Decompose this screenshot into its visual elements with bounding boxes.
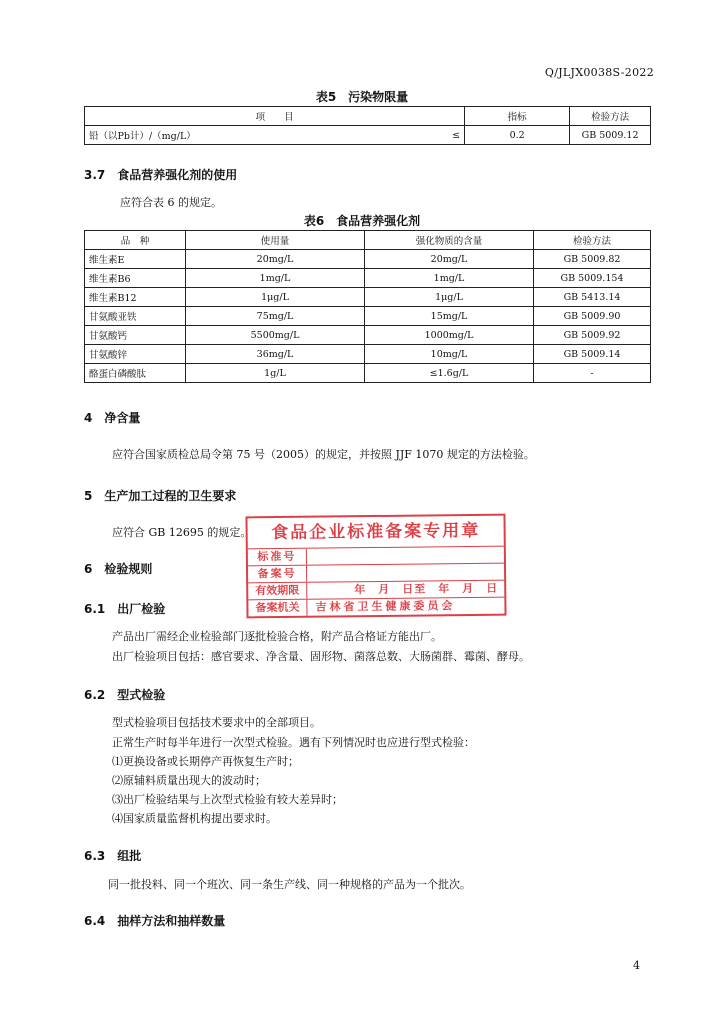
section-6-1-line1: 产品出厂需经企业检验部门逐批检验合格，附产品合格证方能出厂。 (112, 630, 442, 643)
table6-header-method: 检验方法 (534, 231, 651, 250)
table6-header-content: 强化物质的含量 (365, 231, 534, 250)
table5-header-index: 指标 (465, 107, 570, 126)
cell-variety: 维生素B12 (85, 288, 186, 307)
cell-content: 20mg/L (365, 250, 534, 269)
section-5-heading: 5 生产加工过程的卫生要求 (84, 489, 237, 503)
section-6-2-heading: 6.2 型式检验 (84, 688, 166, 702)
cell-variety: 维生素E (85, 250, 186, 269)
section-4-text: 应符合国家质检总局令第 75 号（2005）的规定，并按照 JJF 1070 规定的方法检验。 (112, 448, 535, 461)
table-row (85, 364, 651, 383)
section-6-3-text: 同一批投料、同一个班次、同一条生产线、同一种规格的产品为一个批次。 (108, 878, 471, 891)
section-6-2-line2: 正常生产时每半年进行一次型式检验。遇有下列情况时也应进行型式检验： (112, 736, 475, 749)
table6-header-usage: 使用量 (186, 231, 365, 250)
table-row (85, 345, 651, 364)
table6-header-variety: 品 种 (85, 231, 186, 250)
registration-stamp (245, 514, 506, 619)
cell-usage: 1g/L (186, 364, 365, 383)
cell-method: GB 5009.82 (534, 250, 651, 269)
cell-content: 1000mg/L (365, 326, 534, 345)
table5-item: 铅（以Pb计）/（mg/L） (85, 126, 437, 145)
stamp-label: 备案号 (248, 566, 307, 583)
table-row (85, 326, 651, 345)
section-4-heading: 4 净含量 (84, 411, 141, 425)
section-6-heading: 6 检验规则 (84, 562, 153, 576)
cell-usage: 1μg/L (186, 288, 365, 307)
cell-method: GB 5009.154 (534, 269, 651, 288)
section-6-4-heading: 6.4 抽样方法和抽样数量 (84, 914, 226, 928)
stamp-label: 标准号 (248, 549, 307, 566)
cell-method: GB 5413.14 (534, 288, 651, 307)
cell-content: 15mg/L (365, 307, 534, 326)
cell-method: GB 5009.92 (534, 326, 651, 345)
section-3-7-heading: 3.7 食品营养强化剂的使用 (84, 168, 238, 182)
table6 (84, 230, 651, 383)
table5-header-item: 项 目 (85, 107, 465, 126)
cell-variety: 甘氨酸锌 (85, 345, 186, 364)
cell-method: GB 5009.14 (534, 345, 651, 364)
table5-method: GB 5009.12 (570, 126, 651, 145)
table-row (85, 269, 651, 288)
list-item: ⑶出厂检验结果与上次型式检验有较大差异时； (112, 793, 343, 806)
document-number: Q/JLJX0038S-2022 (544, 66, 654, 79)
cell-variety: 甘氨酸亚铁 (85, 307, 186, 326)
table5-caption: 表5 污染物限量 (315, 90, 409, 104)
stamp-title: 食品企业标准备案专用章 (247, 516, 503, 550)
cell-variety: 维生素B6 (85, 269, 186, 288)
page-number: 4 (633, 959, 640, 972)
table5-value: 0.2 (465, 126, 570, 145)
table-row (85, 126, 651, 145)
cell-variety: 酪蛋白磷酸肽 (85, 364, 186, 383)
cell-content: 1mg/L (365, 269, 534, 288)
table-row (85, 250, 651, 269)
table5-op: ≤ (436, 126, 465, 145)
stamp-value (307, 564, 504, 582)
section-6-1-line2: 出厂检验项目包括：感官要求、净含量、固形物、菌落总数、大肠菌群、霉菌、酵母。 (112, 650, 530, 663)
stamp-value: 年 月 日至 年 月 日 (354, 581, 499, 597)
cell-content: 1μg/L (365, 288, 534, 307)
stamp-value: 吉林省卫生健康委员会 (315, 599, 456, 614)
section-5-text: 应符合 GB 12695 的规定。 (112, 526, 252, 539)
cell-method: - (534, 364, 651, 383)
stamp-label: 备案机关 (248, 600, 307, 617)
cell-usage: 5500mg/L (186, 326, 365, 345)
table-row (85, 288, 651, 307)
section-6-2-line1: 型式检验项目包括技术要求中的全部项目。 (112, 716, 321, 729)
table6-header-row (85, 231, 651, 250)
stamp-value (307, 547, 504, 565)
table-row (85, 307, 651, 326)
cell-variety: 甘氨酸钙 (85, 326, 186, 345)
section-6-3-heading: 6.3 组批 (84, 849, 142, 863)
cell-content: 10mg/L (365, 345, 534, 364)
section-6-1-heading: 6.1 出厂检验 (84, 602, 166, 616)
list-item: ⑴更换设备或长期停产再恢复生产时； (112, 755, 299, 768)
list-item: ⑵原辅料质量出现大的波动时； (112, 774, 266, 787)
cell-usage: 36mg/L (186, 345, 365, 364)
stamp-label: 有效期限 (248, 583, 307, 600)
cell-usage: 1mg/L (186, 269, 365, 288)
list-item: ⑷国家质量监督机构提出要求时。 (112, 812, 277, 825)
table5-header-row (85, 107, 651, 126)
cell-content: ≤1.6g/L (365, 364, 534, 383)
table5-header-method: 检验方法 (570, 107, 651, 126)
section-3-7-text: 应符合表 6 的规定。 (120, 196, 222, 209)
cell-usage: 75mg/L (186, 307, 365, 326)
cell-method: GB 5009.90 (534, 307, 651, 326)
cell-usage: 20mg/L (186, 250, 365, 269)
stamp-row (248, 598, 504, 617)
table5 (84, 106, 651, 145)
table6-caption: 表6 食品营养强化剂 (303, 214, 421, 228)
